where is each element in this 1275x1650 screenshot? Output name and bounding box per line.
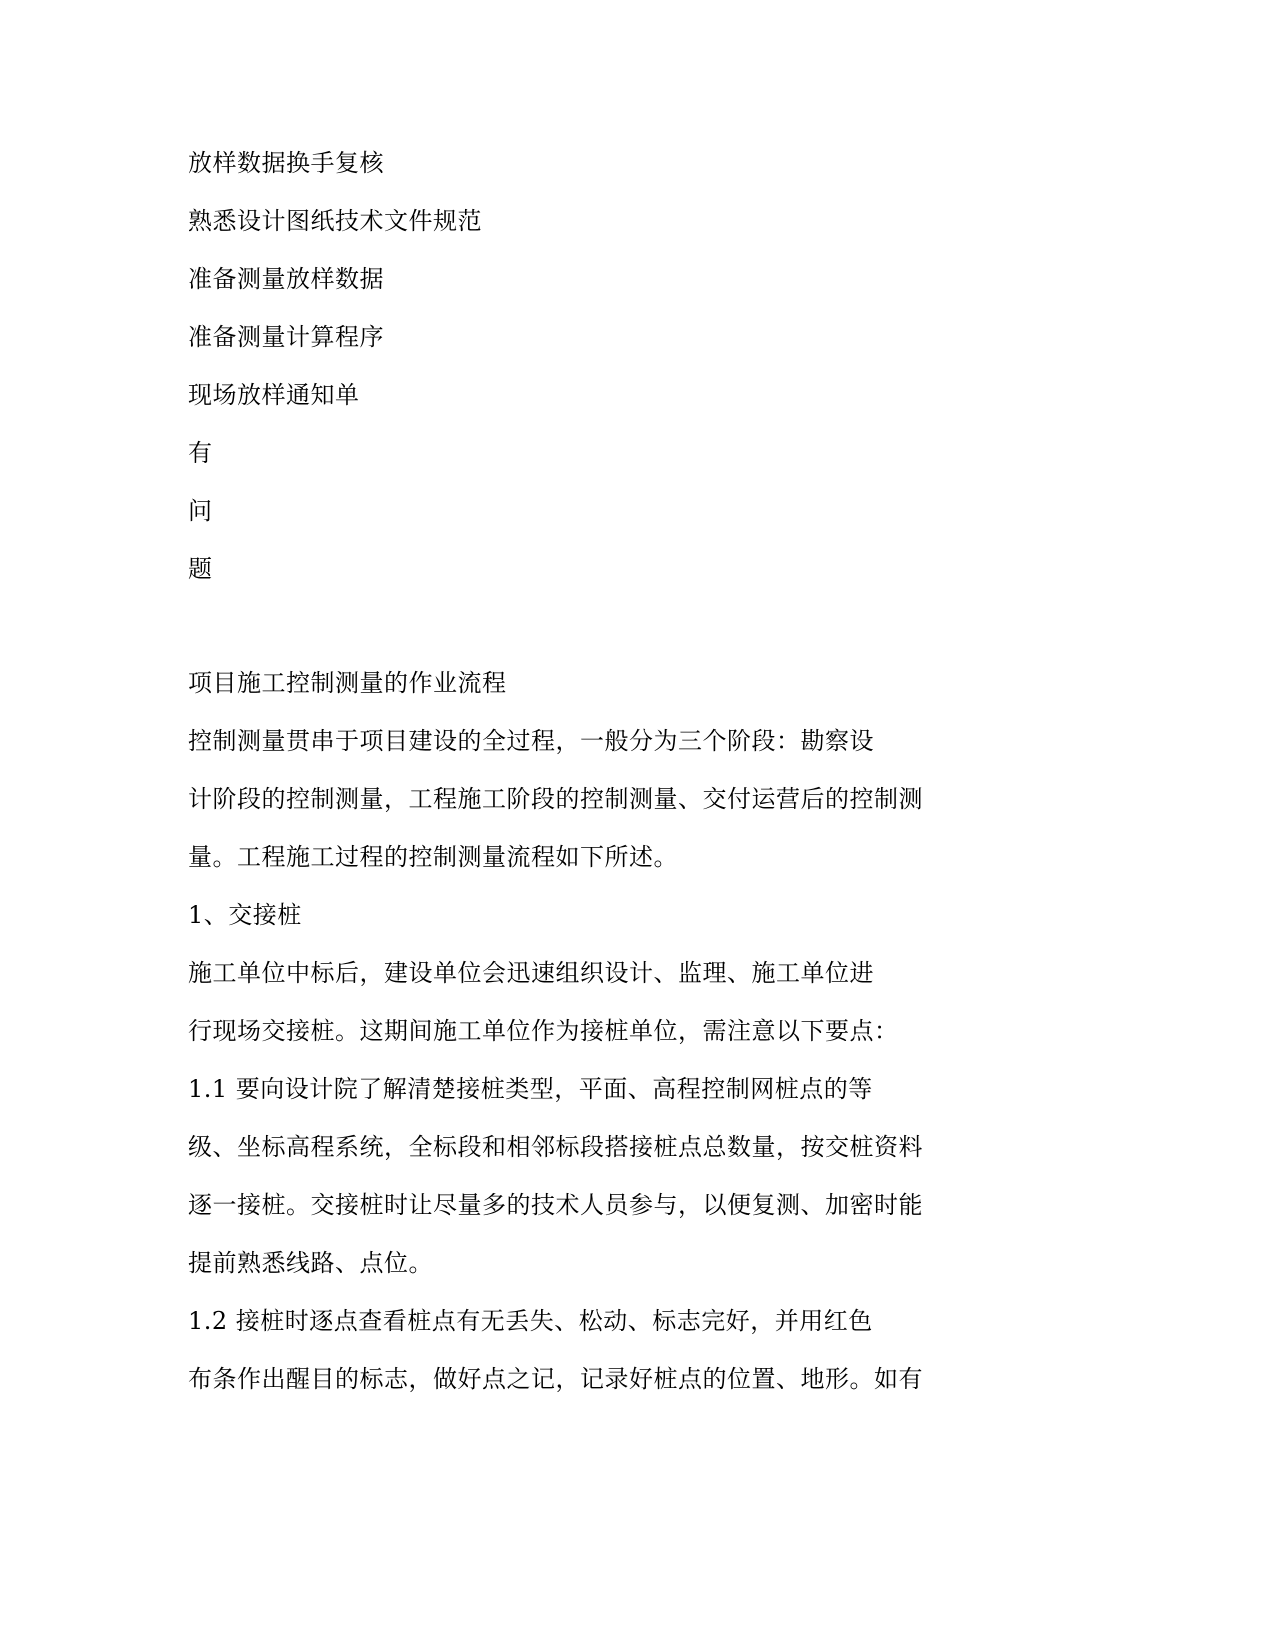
section-title: 项目施工控制测量的作业流程 — [188, 669, 507, 697]
paragraph-line: 施工单位中标后，建设单位会迅速组织设计、监理、施工单位进 — [188, 959, 874, 987]
flow-item: 现场放样通知单 — [188, 381, 360, 409]
flow-item: 放样数据换手复核 — [188, 149, 384, 177]
flow-item: 准备测量计算程序 — [188, 323, 384, 351]
paragraph-line: 逐一接桩。交接桩时让尽量多的技术人员参与，以便复测、加密时能 — [188, 1191, 923, 1219]
paragraph-line: 布条作出醒目的标志，做好点之记，记录好桩点的位置、地形。如有 — [188, 1365, 923, 1393]
flow-item: 题 — [188, 555, 213, 583]
paragraph-line: 级、坐标高程系统，全标段和相邻标段搭接桩点总数量，按交桩资料 — [188, 1133, 923, 1161]
paragraph-line: 行现场交接桩。这期间施工单位作为接桩单位，需注意以下要点： — [188, 1017, 899, 1045]
flow-item: 有 — [188, 439, 213, 467]
paragraph-line: 计阶段的控制测量，工程施工阶段的控制测量、交付运营后的控制测 — [188, 785, 923, 813]
paragraph-line: 控制测量贯串于项目建设的全过程，一般分为三个阶段：勘察设 — [188, 727, 874, 755]
flow-item: 熟悉设计图纸技术文件规范 — [188, 207, 482, 235]
paragraph-line: 1.1 要向设计院了解清楚接桩类型，平面、高程控制网桩点的等 — [188, 1075, 873, 1103]
paragraph-line: 量。工程施工过程的控制测量流程如下所述。 — [188, 843, 678, 871]
step-heading: 1、交接桩 — [188, 901, 302, 929]
flow-item: 问 — [188, 497, 213, 525]
paragraph-line: 提前熟悉线路、点位。 — [188, 1249, 433, 1277]
paragraph-line: 1.2 接桩时逐点查看桩点有无丢失、松动、标志完好，并用红色 — [188, 1307, 873, 1335]
flow-item: 准备测量放样数据 — [188, 265, 384, 293]
